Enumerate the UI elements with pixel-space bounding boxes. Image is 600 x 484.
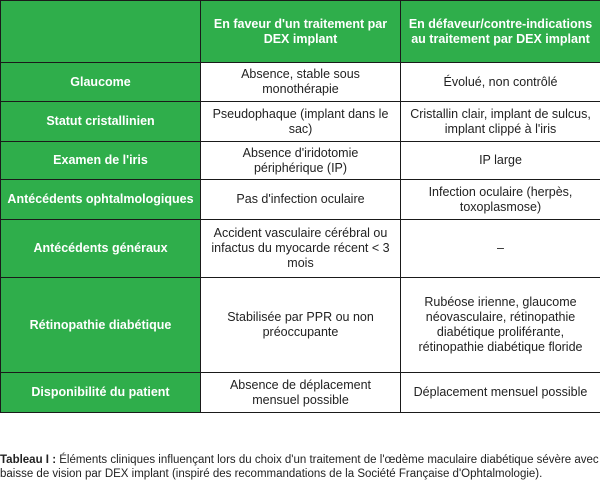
header-favor: En faveur d'un traitement par DEX implant bbox=[201, 1, 401, 63]
favor-cell: Absence de déplacement mensuel possible bbox=[201, 373, 401, 413]
row-label: Antécédents généraux bbox=[1, 220, 201, 278]
favor-cell: Absence d'iridotomie périphérique (IP) bbox=[201, 142, 401, 180]
table-row bbox=[1, 63, 600, 102]
row-label: Antécédents ophtalmologiques bbox=[1, 180, 201, 220]
header-against: En défaveur/contre-indications au traitement par DEX implant bbox=[401, 1, 600, 63]
against-cell: IP large bbox=[401, 142, 600, 180]
row-label: Rétinopathie diabétique bbox=[1, 278, 201, 373]
table-row bbox=[1, 142, 600, 180]
against-cell: Déplacement mensuel possible bbox=[401, 373, 600, 413]
table-row bbox=[1, 373, 600, 413]
favor-cell: Pas d'infection oculaire bbox=[201, 180, 401, 220]
table-row bbox=[1, 180, 600, 220]
against-cell: – bbox=[401, 220, 600, 278]
favor-cell: Absence, stable sous monothérapie bbox=[201, 63, 401, 102]
favor-cell: Pseudophaque (implant dans le sac) bbox=[201, 102, 401, 142]
table-row bbox=[1, 278, 600, 373]
favor-cell: Stabilisée par PPR ou non préoccupante bbox=[201, 278, 401, 373]
against-cell: Évolué, non contrôlé bbox=[401, 63, 600, 102]
row-label: Examen de l'iris bbox=[1, 142, 201, 180]
table-caption bbox=[0, 453, 600, 481]
against-cell: Rubéose irienne, glaucome néovasculaire, rétinopathie diabétique proliférante, rétinopathie diabétique floride bbox=[401, 278, 600, 373]
caption-text: Éléments cliniques influençant lors du choix d'un traitement de l'œdème maculaire diabétique sévère avec baisse de vision par DEX implant (inspiré des recommandations de la Société Française d'Ophtalmologie). bbox=[0, 454, 599, 480]
favor-cell: Accident vasculaire cérébral ou infactus du myocarde récent < 3 mois bbox=[201, 220, 401, 278]
row-label: Disponibilité du patient bbox=[1, 373, 201, 413]
table-row bbox=[1, 102, 600, 142]
header-corner-cell bbox=[1, 1, 201, 63]
row-label: Glaucome bbox=[1, 63, 201, 102]
against-cell: Infection oculaire (herpès, toxoplasmose) bbox=[401, 180, 600, 220]
against-cell: Cristallin clair, implant de sulcus, implant clippé à l'iris bbox=[401, 102, 600, 142]
table-row bbox=[1, 220, 600, 278]
row-label: Statut cristallinien bbox=[1, 102, 201, 142]
table-header-row bbox=[1, 1, 600, 63]
caption-label: Tableau I : bbox=[0, 454, 57, 466]
